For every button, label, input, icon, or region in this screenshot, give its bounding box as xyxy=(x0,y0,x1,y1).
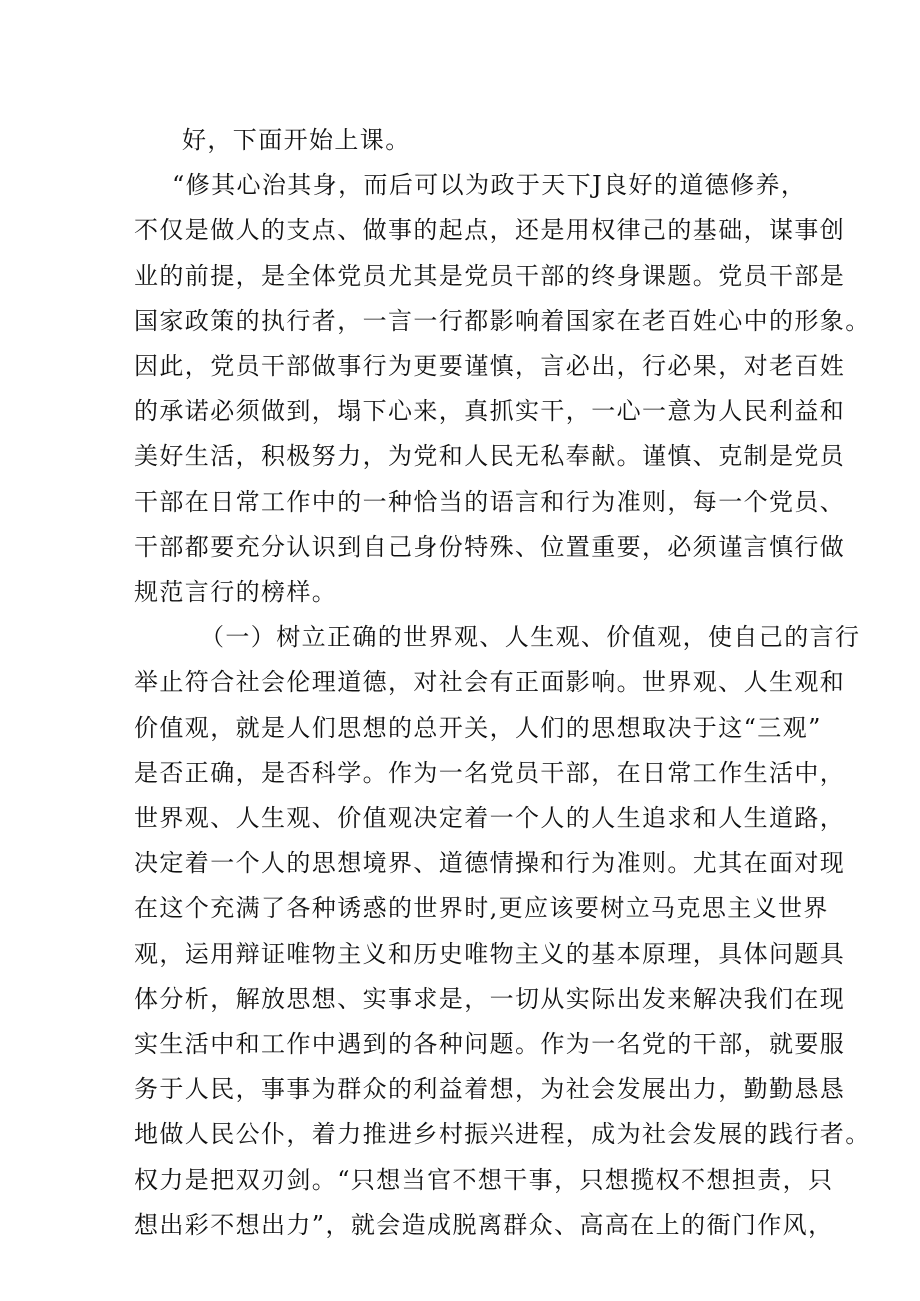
text-line: 业的前提，是全体党员尤其是党员干部的终身课题。党员干部是 xyxy=(134,261,846,290)
text-line: “修其心治其身，而后可以为政于天下J良好的道德修养， xyxy=(172,171,807,200)
text-line: 想出彩不想出力”，就会造成脱离群众、高高在上的衙门作风， xyxy=(134,1210,834,1239)
text-line: 举止符合社会伦理道德，对社会有正面影响。世界观、人生观和 xyxy=(134,668,846,697)
text-line: 干部在日常工作中的一种恰当的语言和行为准则，每一个党员、 xyxy=(134,487,846,516)
text-line: 干部都要充分认识到自己身份特殊、位置重要，必须谨言慎行做 xyxy=(134,532,846,561)
text-line: 价值观，就是人们思想的总开关，人们的思想取决于这“三观” xyxy=(134,713,822,742)
text-line: 在这个充满了各种诱惑的世界时,更应该要树立马克思主义世界 xyxy=(134,894,829,923)
text-line: 好，下面开始上课。 xyxy=(182,126,411,154)
text-line: 权力是把双刃剑。“只想当官不想干事，只想揽权不想担责，只 xyxy=(134,1165,834,1194)
text-line: 体分析，解放思想、实事求是，一切从实际出发来解决我们在现 xyxy=(134,984,846,1013)
text-line: 规范言行的榜样。 xyxy=(134,578,338,607)
text-line: 决定着一个人的思想境界、道德情操和行为准则。尤其在面对现 xyxy=(134,849,846,878)
text-line: 是否正确，是否科学。作为一名党员干部，在日常工作生活中， xyxy=(134,758,846,787)
text-line: 世界观、人生观、价值观决定着一个人的人生追求和人生道路， xyxy=(134,804,846,833)
text-line: 美好生活，积极努力，为党和人民无私奉献。谨慎、克制是党员 xyxy=(134,442,846,471)
text-line: 实生活中和工作中遇到的各种问题。作为一名党的干部，就要服 xyxy=(134,1030,846,1059)
body-text xyxy=(134,118,871,1248)
text-line: 地做人民公仆，着力推进乡村振兴进程，成为社会发展的践行者。 xyxy=(134,1120,871,1149)
text-line: 因此，党员干部做事行为更要谨慎，言必出，行必果，对老百姓 xyxy=(134,352,846,381)
text-line: 观，运用辩证唯物主义和历史唯物主义的基本原理，具体问题具 xyxy=(134,939,846,968)
text-line: 不仅是做人的支点、做事的起点，还是用权律己的基础，谋事创 xyxy=(134,216,846,245)
text-line: （一）树立正确的世界观、人生观、价值观，使自己的言行 xyxy=(200,623,861,652)
text-line: 国家政策的执行者，一言一行都影响着国家在老百姓心中的形象。 xyxy=(134,306,871,335)
text-line: 的承诺必须做到，塌下心来，真抓实干，一心一意为人民利益和 xyxy=(134,397,846,426)
text-line: 务于人民，事事为群众的利益着想，为社会发展出力，勤勤恳恳 xyxy=(134,1075,846,1104)
